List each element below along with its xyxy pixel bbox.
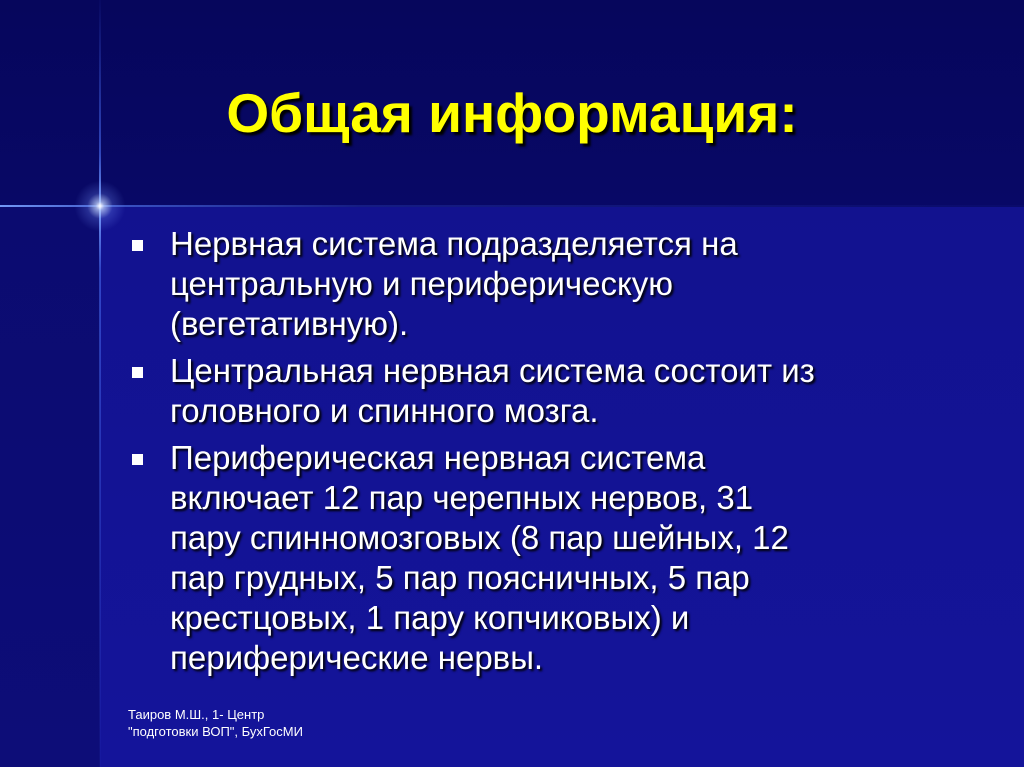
footer-credit: [128, 706, 303, 740]
bullet-text: Нервная система подразделяется на центральную и периферическую (вегетативную).: [170, 225, 738, 342]
square-bullet-icon: [132, 240, 143, 251]
star-sparkle-icon: [70, 176, 130, 236]
bullet-list: [128, 224, 1008, 685]
bullet-text: Периферическая нервная система включает 12 пар черепных нервов, 31 пару спинномозговых (8 пар шейных, 12 пар грудных, 5 пар поясничных, 5 пар крестцовых, 1 пару копчиковых) и периферические нервы.: [170, 439, 789, 676]
slide-title: Общая информация:: [226, 82, 798, 144]
left-strip: [0, 207, 100, 767]
bullet-text: Центральная нервная система состоит из головного и спинного мозга.: [170, 352, 815, 429]
square-bullet-icon: [132, 367, 143, 378]
square-bullet-icon: [132, 454, 143, 465]
bullet-item: [128, 438, 1008, 678]
footer-line-institution: "подготовки ВОП", БухГосМИ: [128, 724, 303, 739]
bullet-item: [128, 224, 1008, 344]
bullet-item: [128, 351, 1008, 431]
horizontal-divider: [0, 205, 1024, 207]
footer-line-author: Таиров М.Ш., 1- Центр: [128, 707, 265, 722]
